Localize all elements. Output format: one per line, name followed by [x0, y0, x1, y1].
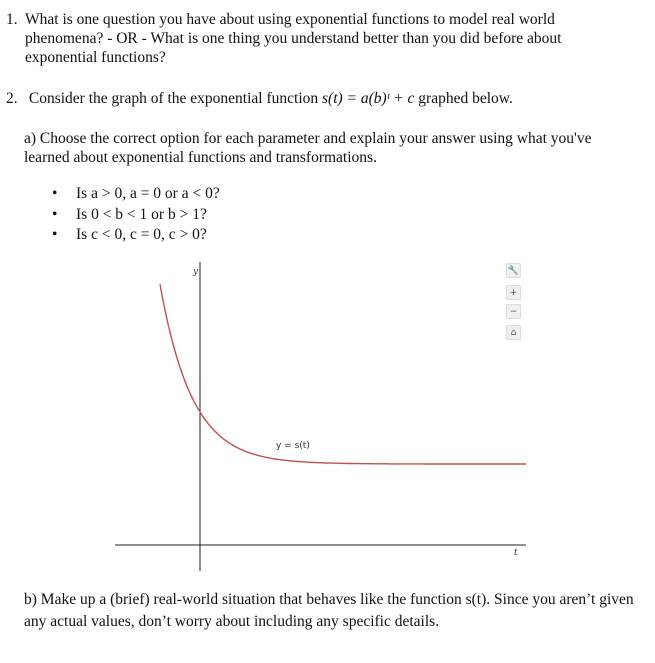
part-a-label: a): [24, 130, 37, 147]
y-axis-label: y: [193, 267, 199, 277]
part-b: [24, 589, 644, 633]
list-item: • Is c < 0, c = 0, c > 0?: [52, 225, 220, 246]
home-icon[interactable]: ⌂: [506, 325, 521, 340]
list-item: • Is 0 < b < 1 or b > 1?: [52, 205, 220, 226]
question-1-number: 1.: [6, 11, 18, 28]
exponential-curve: [160, 284, 526, 464]
question-1-text: What is one question you have about using exponential functions to model real world phenomena? - OR - What is one thing you understand better than you did before about exponential functions?: [25, 11, 562, 66]
zoom-out-icon[interactable]: −: [506, 304, 521, 319]
list-item: • Is a > 0, a = 0 or a < 0?: [52, 184, 220, 205]
wrench-icon[interactable]: 🔧: [506, 263, 521, 278]
x-axis-label: t: [514, 548, 518, 558]
bullet-icon: •: [52, 205, 58, 223]
question-2-number: 2.: [6, 90, 18, 107]
bullet-icon: •: [52, 185, 58, 202]
curve-label: y = s(t): [276, 441, 310, 451]
part-a-text: Choose the correct option for each parameter and explain your answer using what you've learned about exponential functions and transformations.: [24, 130, 592, 166]
part-b-label: b): [24, 591, 37, 608]
function-formula: s(t) = a(b)ᵗ + c: [322, 90, 415, 107]
question-2-text-after: graphed below.: [418, 90, 513, 107]
bullet-icon: •: [52, 226, 58, 243]
zoom-in-icon[interactable]: +: [506, 285, 521, 300]
part-b-text: Make up a (brief) real-world situation that behaves like the function s(t). Since you aren’t given any actual values, don’t worry about including any specific details.: [24, 591, 634, 630]
question-2-text-before: Consider the graph of the exponential function: [28, 90, 319, 107]
